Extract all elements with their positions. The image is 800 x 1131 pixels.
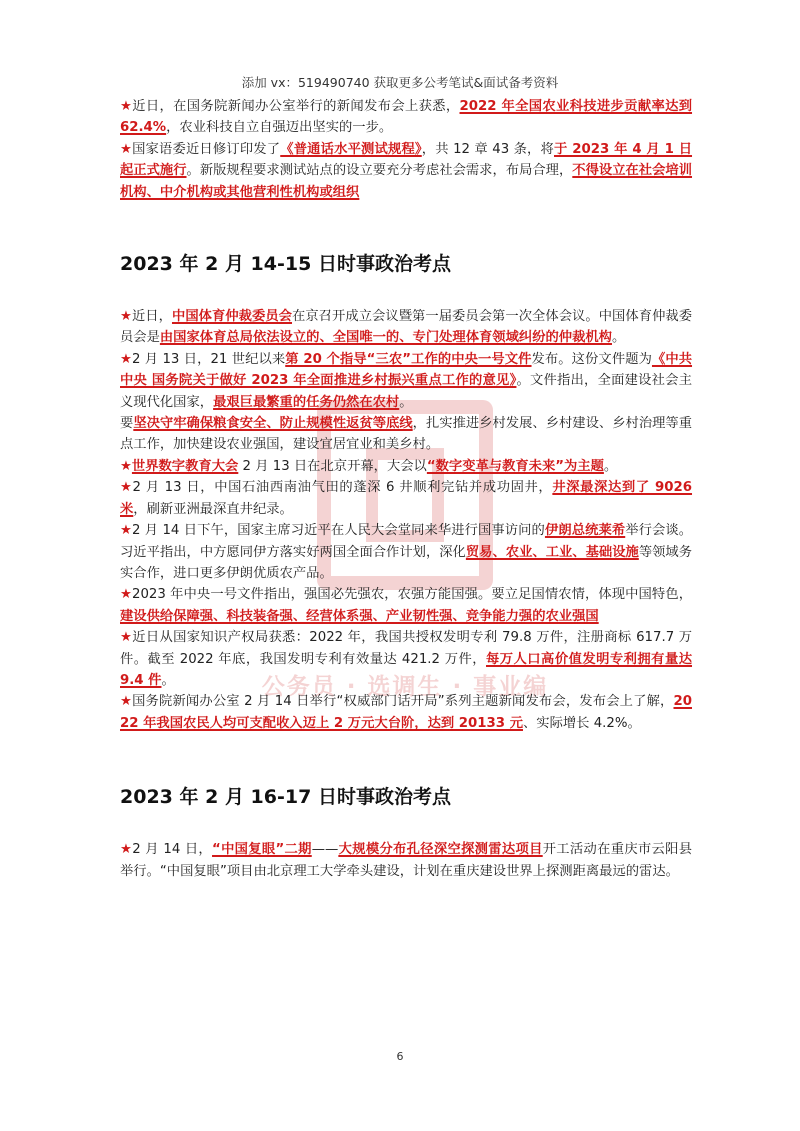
highlight: 大规模分布孔径深空探测雷达项目: [338, 842, 543, 858]
star-bullet-icon: ★: [120, 523, 133, 539]
highlight: 2022 年我国农民人均可支配收入迈上 2 万元大台阶，达到 20133 元: [120, 694, 692, 731]
highlight: “中国复眼”二期: [212, 842, 312, 858]
star-bullet-icon: ★: [120, 351, 133, 367]
paragraph: ★国家语委近日修订印发了《普通话水平测试规程》，共 12 章 43 条，将于 2023 年 4 月 1 日起正式施行。新版规程要求测试站点的设立要充分考虑社会需求，布局合理，不得设立在社会培训机构、中介机构或其他营利性机构或组织: [120, 141, 693, 200]
highlight: 2022 年全国农业科技进步贡献率达到 62.4%: [120, 99, 693, 136]
star-bullet-icon: ★: [120, 630, 133, 646]
star-bullet-icon: ★: [120, 309, 132, 325]
paragraph: ★世界数字教育大会 2 月 13 日在北京开幕，大会以“数字变革与教育未来”为主题。: [120, 458, 618, 474]
highlight: 中国体育仲裁委员会: [171, 309, 293, 325]
star-bullet-icon: ★: [120, 141, 133, 157]
highlight: 第 20 个指导“三农”工作的中央一号文件: [285, 351, 532, 367]
section-heading: 2023 年 2 月 16-17 日时事政治考点: [120, 786, 451, 809]
highlight: “数字变革与教育未来”为主题: [426, 458, 604, 474]
page-number: 6: [396, 1050, 404, 1063]
star-bullet-icon: ★: [120, 480, 133, 496]
paragraph: ★2 月 13 日，中国石油西南油气田的蓬深 6 井顺利完钻并成功固井，井深最深达到了 9026 米，刷新亚洲最深直井纪录。: [120, 480, 693, 517]
paragraph: ★国务院新闻办公室 2 月 14 日举行“权威部门话开局”系列主题新闻发布会，发布会上了解，2022 年我国农民人均可支配收入迈上 2 万元大台阶，达到 20133 元、实际增长 4.2%。: [120, 694, 692, 731]
highlight: 最艰巨最繁重的任务仍然在农村: [213, 394, 400, 410]
paragraph: ★2 月 14 日，“中国复眼”二期——大规模分布孔径深空探测雷达项目开工活动在重庆市云阳县举行。“中国复眼”项目由北京理工大学牵头建设，计划在重庆建设世界上探测距离最远的雷达。: [120, 842, 693, 879]
document-body: [120, 96, 692, 882]
paragraph: ★2 月 14 日下午，国家主席习近平在人民大会堂同来华进行国事访问的伊朗总统莱希举行会谈。习近平指出，中方愿同伊方落实好两国全面合作计划，深化贸易、农业、工业、基础设施等领域务实合作，进口更多伊朗优质农产品。: [120, 523, 693, 581]
header-note: 添加 vx：519490740 获取更多公考笔试&面试备考资料: [241, 75, 559, 90]
highlight: 不得设立在社会培训机构、中介机构或其他营利性机构或组织: [120, 163, 693, 200]
watermark-text: 公务员 · 选调生 · 事业编: [261, 674, 549, 700]
highlight: 伊朗总统莱希: [544, 523, 626, 539]
star-bullet-icon: ★: [120, 99, 133, 114]
paragraph: ★2 月 13 日，21 世纪以来第 20 个指导“三农”工作的中央一号文件发布。这份文件题为《中共中央 国务院关于做好 2023 年全面推进乡村振兴重点工作的意见》。文件指出，全面建设社会主义现代化国家，最艰巨最繁重的任务仍然在农村。: [120, 351, 693, 410]
highlight: 坚决守牢确保粮食安全、防止规模性返贫等底线: [133, 416, 413, 432]
highlight: 贸易、农业、工业、基础设施: [465, 544, 639, 560]
star-bullet-icon: ★: [120, 694, 133, 710]
paragraph: ★近日，中国体育仲裁委员会在京召开成立会议暨第一届委员会第一次全体会议。中国体育仲裁委员会是由国家体育总局依法设立的、全国唯一的、专门处理体育领域纠纷的仲裁机构。: [120, 309, 693, 346]
highlight: 《中共中央 国务院关于做好 2023 年全面推进乡村振兴重点工作的意见》: [120, 351, 693, 389]
paragraph: ★2023 年中央一号文件指出，强国必先强农，农强方能国强。要立足国情农情，体现中国特色，建设供给保障强、科技装备强、经营体系强、产业韧性强、竞争能力强的农业强国: [120, 587, 692, 624]
star-bullet-icon: ★: [120, 842, 133, 858]
highlight: 世界数字教育大会: [131, 458, 239, 474]
section-heading: 2023 年 2 月 14-15 日时事政治考点: [120, 253, 451, 276]
highlight: 每万人口高价值发明专利拥有量达 9.4 件: [120, 651, 693, 688]
highlight: 于 2023 年 4 月 1 日起正式施行: [120, 141, 693, 179]
paragraph: 要坚决守牢确保粮食安全、防止规模性返贫等底线，扎实推进乡村发展、乡村建设、乡村治理等重点工作，加快建设农业强国，建设宜居宜业和美乡村。: [120, 416, 693, 453]
paragraph: ★近日从国家知识产权局获悉：2022 年，我国共授权发明专利 79.8 万件，注册商标 617.7 万件。截至 2022 年底，我国发明专利有效量达 421.2 万件，每万人口高价值发明专利拥有量达 9.4 件。: [120, 630, 693, 688]
paragraph: ★近日，在国务院新闻办公室举行的新闻发布会上获悉，2022 年全国农业科技进步贡献率达到 62.4%，农业科技自立自强迈出坚实的一步。: [120, 99, 693, 136]
highlight: 建设供给保障强、科技装备强、经营体系强、产业韧性强、竞争能力强的农业强国: [120, 608, 599, 624]
star-bullet-icon: ★: [120, 458, 132, 474]
star-bullet-icon: ★: [120, 587, 133, 603]
highlight: 《普通话水平测试规程》: [280, 141, 422, 157]
highlight: 由国家体育总局依法设立的、全国唯一的、专门处理体育领域纠纷的仲裁机构: [159, 330, 612, 346]
highlight: 井深最深达到了 9026 米: [120, 480, 693, 517]
